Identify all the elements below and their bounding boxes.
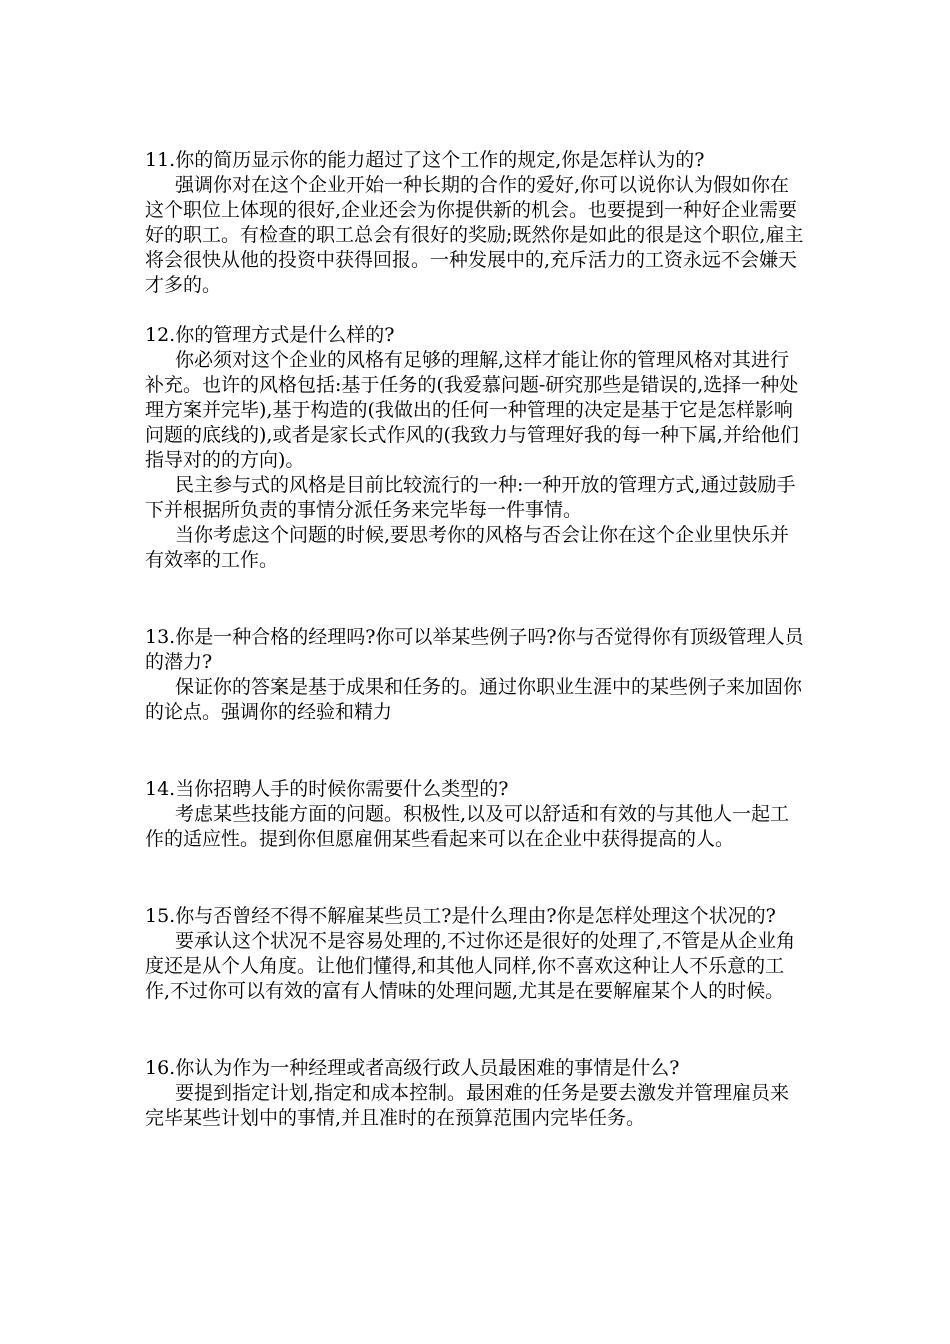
answer-12-paragraph-1: 你必须对这个企业的风格有足够的理解,这样才能让你的管理风格对其进行补充。也许的风格包括:基于任务的(我爱慕问题-研究那些是错误的,选择一种处理方案并完毕),基于构造的(我做出的任何一种管理的决定是基于它是怎样影响问题的底线的),或者是家长式作风的(我致力与管理好我的每一种下属,并给他们指导对的的方向)。 [145, 349, 799, 471]
question-11: 11.你的简历显示你的能力超过了这个工作的规定,你是怎样认为的? [145, 149, 705, 171]
qa-block-13 [145, 625, 805, 725]
answer-14-paragraph-1: 考虑某些技能方面的问题。积极性,以及可以舒适和有效的与其他人一起工作的适应性。提到你但愿雇佣某些看起来可以在企业中获得提高的人。 [145, 803, 790, 850]
answer-13-paragraph-1: 保证你的答案是基于成果和任务的。通过你职业生涯中的某些例子来加固你的论点。强调你的经验和精力 [145, 676, 803, 723]
question-12: 12.你的管理方式是什么样的? [145, 324, 395, 346]
answer-16-paragraph-1: 要提到指定计划,指定和成本控制。最困难的任务是要去激发并管理雇员来完毕某些计划中的事情,并且准时的在预算范围内完毕任务。 [145, 1082, 790, 1129]
question-16: 16.你认为作为一种经理或者高级行政人员最困难的事情是什么? [145, 1057, 680, 1079]
qa-block-11 [145, 148, 805, 298]
question-14: 14.当你招聘人手的时候你需要什么类型的? [145, 778, 509, 800]
qa-block-16 [145, 1056, 805, 1131]
document-page [145, 148, 805, 1131]
answer-15-paragraph-1: 要承认这个状况不是容易处理的,不过你还是很好的处理了,不管是从企业角度还是从个人角度。让他们懂得,和其他人同样,你不喜欢这种让人不乐意的工作,不过你可以有效的富有人情味的处理问题,尤其是在要解雇某个人的时候。 [145, 930, 796, 1002]
answer-11-paragraph-1: 强调你对在这个企业开始一种长期的合作的爱好,你可以说你认为假如你在这个职位上体现的很好,企业还会为你提供新的机会。也要提到一种好企业需要好的职工。有检查的职工总会有很好的奖励;既然你是如此的很是这个职位,雇主将会很快从他的投资中获得回报。一种发展中的,充斥活力的工资永远不会嫌天才多的。 [145, 174, 804, 296]
qa-block-14 [145, 777, 805, 852]
qa-block-12 [145, 323, 805, 573]
answer-12-paragraph-2: 民主参与式的风格是目前比较流行的一种:一种开放的管理方式,通过鼓励手下并根据所负责的事情分派任务来完毕每一件事情。 [145, 474, 796, 521]
answer-12-paragraph-3: 当你考虑这个问题的时候,要思考你的风格与否会让你在这个企业里快乐并有效率的工作。 [145, 524, 790, 571]
question-15: 15.你与否曾经不得不解雇某些员工?是什么理由?你是怎样处理这个状况的? [145, 905, 776, 927]
question-13: 13.你是一种合格的经理吗?你可以举某些例子吗?你与否觉得你有顶级管理人员的潜力? [145, 626, 804, 673]
qa-block-15 [145, 904, 805, 1004]
